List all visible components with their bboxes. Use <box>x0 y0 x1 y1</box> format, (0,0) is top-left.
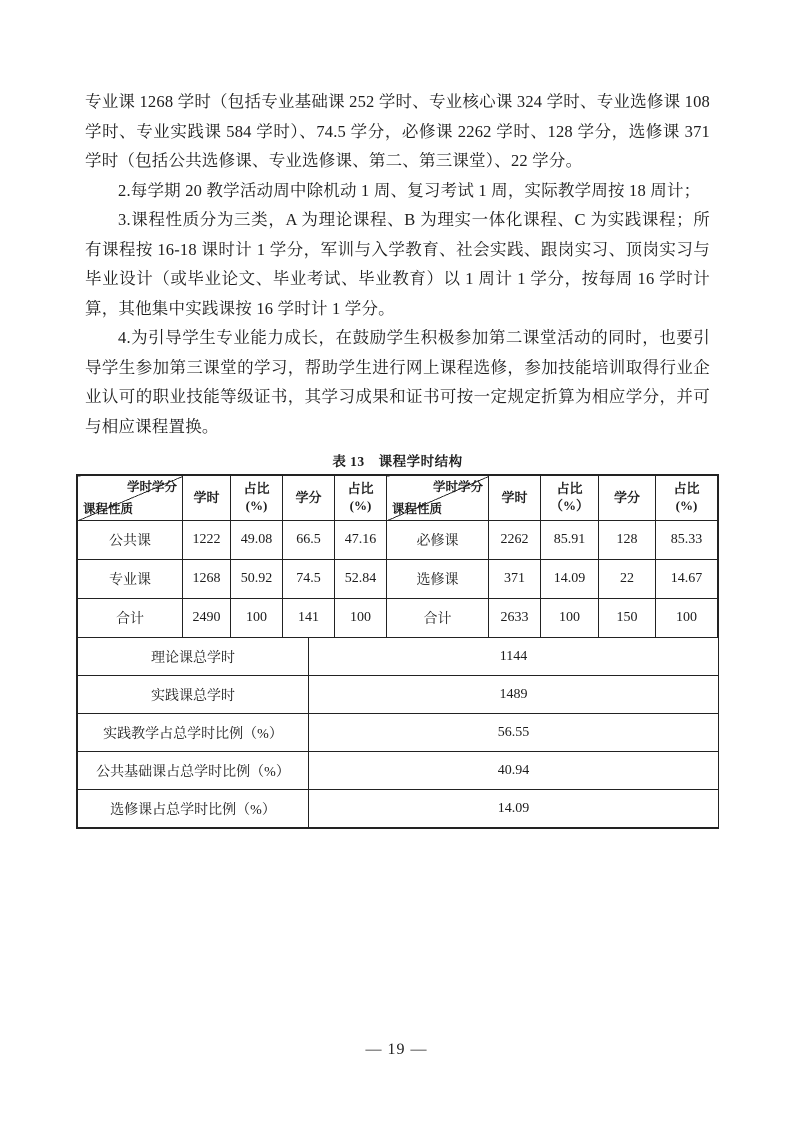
header-credits: 学分 <box>283 476 335 521</box>
header-ratio-line1: 占比 <box>673 481 700 497</box>
table-cell: 47.16 <box>335 521 387 560</box>
table-row-totals <box>78 599 718 638</box>
summary-row-elective-ratio <box>78 790 719 828</box>
summary-row-public-basic-ratio <box>78 752 719 790</box>
row-label: 专业课 <box>78 560 183 599</box>
diagonal-header-cell-right <box>387 476 489 521</box>
summary-label: 实践课总学时 <box>78 676 309 714</box>
table-header-row <box>78 476 718 521</box>
row-label: 必修课 <box>387 521 489 560</box>
summary-label: 公共基础课占总学时比例（%） <box>78 752 309 790</box>
page-number: — 19 — <box>365 1041 428 1058</box>
table-cell: 74.5 <box>283 560 335 599</box>
table-frame <box>76 474 719 829</box>
header-ratio-line1: 占比 <box>243 481 270 497</box>
paragraph-note-3: 3.课程性质分为三类，A 为理论课程、B 为理实一体化课程、C 为实践课程；所有课程按 16-18 课时计 1 学分，军训与入学教育、社会实践、跟岗实习、顶岗实习与毕业设计（或毕业论文、毕业考试、毕业教育）以 1 周计 1 学分，按每周 16 学时计算，其他集中实践课按 16 学时计 1 学分。 <box>85 210 710 318</box>
table-cell: 14.67 <box>656 560 718 599</box>
summary-label: 实践教学占总学时比例（%） <box>78 714 309 752</box>
table-cell: 128 <box>599 521 656 560</box>
course-hours-table-block <box>76 450 719 829</box>
table-cell: 150 <box>599 599 656 638</box>
header-ratio <box>541 476 599 521</box>
summary-row-theory-hours <box>78 638 719 676</box>
diagonal-label-course-nature: 课程性质 <box>83 501 134 516</box>
table-cell: 22 <box>599 560 656 599</box>
paragraph-note-4: 4.为引导学生专业能力成长，在鼓励学生积极参加第二课堂活动的同时，也要引导学生参加第三课堂的学习，帮助学生进行网上课程选修，参加技能培训取得行业企业认可的职业技能等级证书，其学习成果和证书可按一定规定折算为相应学分，并可与相应课程置换。 <box>85 328 710 436</box>
summary-label: 理论课总学时 <box>78 638 309 676</box>
row-label: 合计 <box>387 599 489 638</box>
summary-value: 1144 <box>309 638 719 676</box>
summary-row-practice-ratio <box>78 714 719 752</box>
table-cell: 52.84 <box>335 560 387 599</box>
row-label: 选修课 <box>387 560 489 599</box>
paragraph-continuation: 专业课 1268 学时（包括专业基础课 252 学时、专业核心课 324 学时、专业选修课 108 学时、专业实践课 584 学时）、74.5 学分，必修课 2262 学时、128 学分，选修课 371 学时（包括公共选修课、专业选修课、第二、第三课堂）、22 学分。 <box>85 92 710 170</box>
table-cell: 2490 <box>183 599 231 638</box>
table-cell: 100 <box>335 599 387 638</box>
diagonal-label-hours-credits: 学时学分 <box>432 480 483 494</box>
table-cell: 100 <box>231 599 283 638</box>
summary-value: 14.09 <box>309 790 719 828</box>
table-cell: 49.08 <box>231 521 283 560</box>
course-hours-table <box>77 475 718 638</box>
course-hours-summary-table <box>77 637 719 828</box>
table-caption: 表 13 课程学时结构 <box>332 454 463 469</box>
summary-label: 选修课占总学时比例（%） <box>78 790 309 828</box>
table-cell: 85.91 <box>541 521 599 560</box>
table-cell: 1222 <box>183 521 231 560</box>
summary-value: 40.94 <box>309 752 719 790</box>
header-ratio-line2: (%) <box>349 498 372 513</box>
header-ratio-line1: 占比 <box>556 481 583 497</box>
header-ratio-line2: (%) <box>245 498 268 513</box>
table-cell: 14.09 <box>541 560 599 599</box>
header-ratio-line1: 占比 <box>347 481 374 497</box>
header-credits: 学分 <box>599 476 656 521</box>
table-cell: 50.92 <box>231 560 283 599</box>
table-cell: 141 <box>283 599 335 638</box>
table-cell: 66.5 <box>283 521 335 560</box>
diagonal-header-cell-left <box>78 476 183 521</box>
summary-row-practice-hours <box>78 676 719 714</box>
table-row-major-elective <box>78 560 718 599</box>
table-cell: 100 <box>656 599 718 638</box>
table-cell: 100 <box>541 599 599 638</box>
table-cell: 2633 <box>489 599 541 638</box>
header-ratio-line2: (%) <box>675 498 698 513</box>
header-hours: 学时 <box>183 476 231 521</box>
header-ratio <box>231 476 283 521</box>
header-ratio <box>656 476 718 521</box>
header-ratio-line2: （%） <box>549 498 589 513</box>
table-row-public-required <box>78 521 718 560</box>
row-label: 公共课 <box>78 521 183 560</box>
summary-value: 56.55 <box>309 714 719 752</box>
table-cell: 2262 <box>489 521 541 560</box>
diagonal-label-hours-credits: 学时学分 <box>126 480 177 494</box>
table-cell: 85.33 <box>656 521 718 560</box>
paragraph-note-2: 2.每学期 20 教学活动周中除机动 1 周、复习考试 1 周，实际教学周按 18 周计； <box>118 180 701 200</box>
header-ratio <box>335 476 387 521</box>
header-hours: 学时 <box>489 476 541 521</box>
page-body <box>85 87 710 829</box>
table-cell: 371 <box>489 560 541 599</box>
diagonal-label-course-nature: 课程性质 <box>392 501 443 516</box>
summary-value: 1489 <box>309 676 719 714</box>
table-cell: 1268 <box>183 560 231 599</box>
row-label: 合计 <box>78 599 183 638</box>
